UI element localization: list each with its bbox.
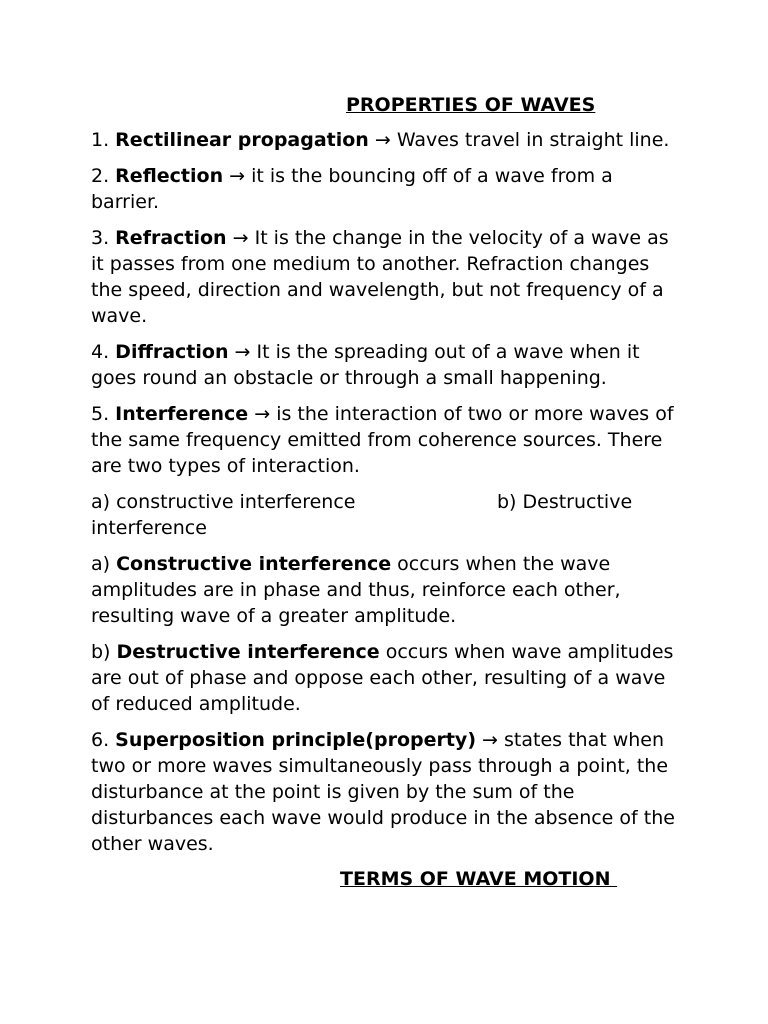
item-prefix: b): [91, 641, 117, 663]
item-text: it is the bouncing off of a wave from a barrier.: [91, 165, 613, 213]
arrow-icon: →: [248, 403, 277, 425]
item-text: Waves travel in straight line.: [396, 129, 670, 151]
item-number: 4.: [91, 341, 116, 363]
property-diffraction: [91, 339, 678, 391]
arrow-icon: →: [226, 227, 255, 249]
item-text: It is the change in the velocity of a wave as it passes from one medium to another. Refraction changes the speed, direction and wavelength, but not frequency of a wave.: [91, 227, 669, 327]
property-reflection: [91, 163, 678, 215]
arrow-icon: →: [368, 129, 397, 151]
interference-types: [91, 489, 678, 541]
item-text: occurs when wave amplitudes are out of phase and oppose each other, resulting of a wave of reduced amplitude.: [91, 641, 674, 715]
page-title: PROPERTIES OF WAVES: [346, 94, 596, 116]
property-rectilinear: [91, 127, 678, 153]
item-number: 2.: [91, 165, 116, 187]
item-text: is the interaction of two or more waves of the same frequency emitted from coherence sources. There are two types of interaction.: [91, 403, 674, 477]
item-text: It is the spreading out of a wave when it goes round an obstacle or through a small happening.: [91, 341, 640, 389]
property-superposition: [91, 727, 678, 857]
arrow-icon: →: [223, 165, 252, 187]
item-prefix: a): [91, 553, 117, 575]
item-number: 6.: [91, 729, 116, 751]
property-refraction: [91, 225, 678, 329]
item-number: 3.: [91, 227, 116, 249]
arrow-icon: →: [476, 729, 505, 751]
property-interference: [91, 401, 678, 479]
type-destructive: b) Destructive interference: [91, 491, 633, 539]
section-title: TERMS OF WAVE MOTION: [340, 868, 618, 890]
arrow-icon: →: [228, 341, 257, 363]
destructive-interference-definition: [91, 639, 678, 717]
item-term: Refraction: [115, 227, 227, 249]
item-term: Interference: [115, 403, 249, 425]
item-number: 5.: [91, 403, 116, 425]
item-number: 1.: [91, 129, 116, 151]
item-text: states that when two or more waves simultaneously pass through a point, the disturbance at the point is given by the sum of the disturbances each wave would produce in the absence of the other waves.: [91, 729, 675, 855]
constructive-interference-definition: [91, 551, 678, 629]
item-term: Destructive interference: [116, 641, 380, 663]
item-term: Diffraction: [115, 341, 229, 363]
item-text: occurs when the wave amplitudes are in phase and thus, reinforce each other, resulting wave of a greater amplitude.: [91, 553, 621, 627]
type-constructive: a) constructive interference: [91, 491, 356, 513]
item-term: Rectilinear propagation: [115, 129, 369, 151]
item-term: Superposition principle(property): [115, 729, 477, 751]
item-term: Constructive interference: [116, 553, 392, 575]
item-term: Reflection: [115, 165, 224, 187]
